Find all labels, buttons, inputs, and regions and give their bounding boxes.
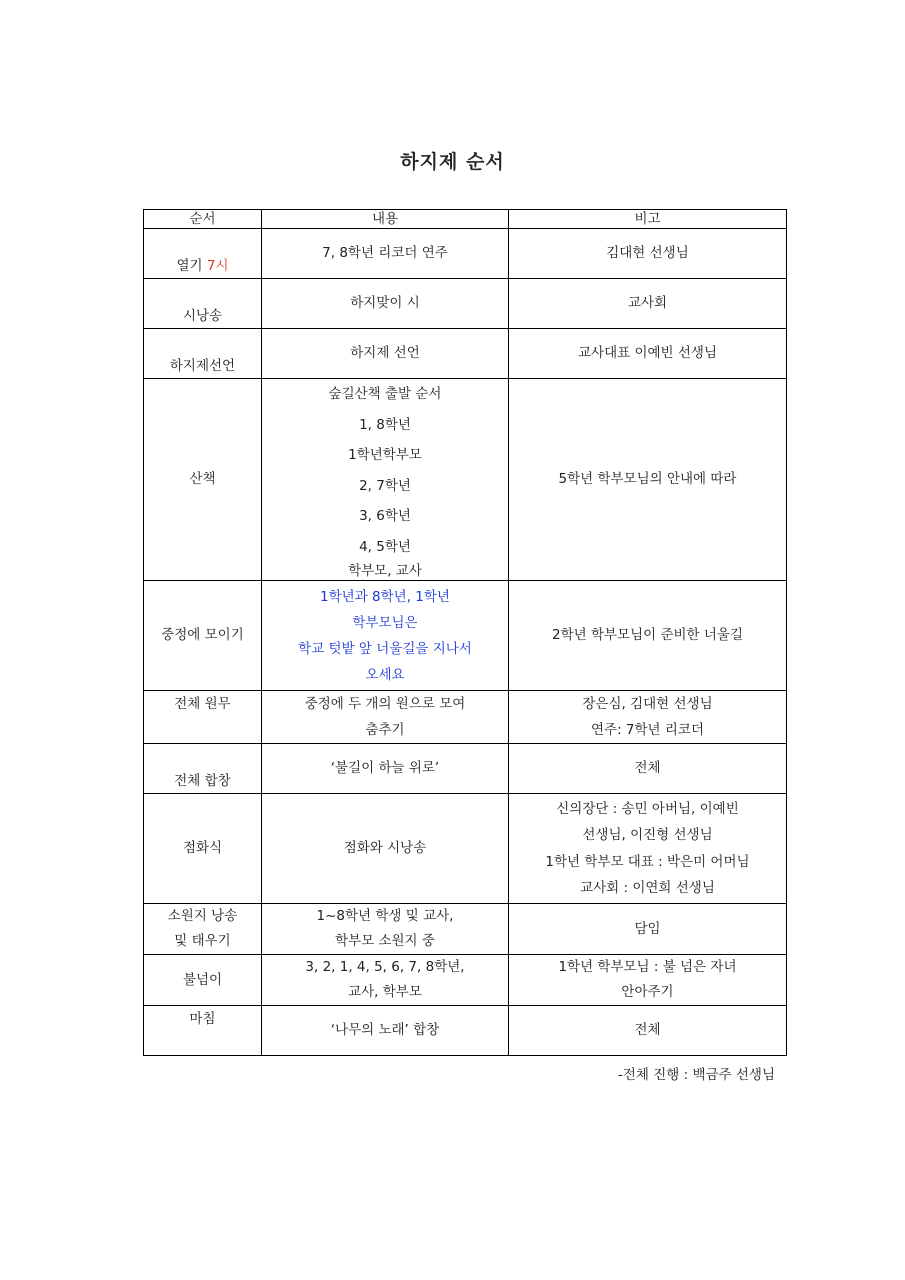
row-note — [509, 955, 787, 1006]
table-row — [144, 794, 787, 904]
note-line: 장은심, 김대현 선생님 — [582, 696, 713, 712]
table-row — [144, 329, 787, 379]
content-line: 학부모, 교사 — [348, 563, 422, 579]
note-line: 전체 — [634, 760, 661, 777]
row-item: 불넘이 — [144, 955, 262, 1006]
note-line: 1학년 학부모님 : 불 넘은 자녀 — [558, 959, 737, 975]
row-content — [262, 955, 509, 1006]
note-line: 전체 — [634, 1022, 661, 1039]
table-row — [144, 379, 787, 581]
note-line: 안아주기 — [621, 984, 674, 1000]
row-item — [144, 904, 262, 955]
table-row — [144, 904, 787, 955]
table-row — [144, 279, 787, 329]
note-line: 5학년 학부모님의 안내에 따라 — [558, 471, 737, 488]
table-header-row — [144, 210, 787, 229]
row-note — [509, 229, 787, 279]
row-content — [262, 794, 509, 904]
table-row — [144, 744, 787, 794]
row-note — [509, 691, 787, 744]
note-line: 김대현 선생님 — [606, 245, 689, 262]
row-note — [509, 279, 787, 329]
row-item: 하지제선언 — [144, 329, 262, 379]
note-line: 선생님, 이진형 선생님 — [582, 827, 713, 843]
table-row — [144, 691, 787, 744]
note-line: 교사회 — [627, 295, 668, 312]
content-line: 1학년과 8학년, 1학년 — [320, 588, 450, 605]
row-content — [262, 691, 509, 744]
note-line: 2학년 학부모님이 준비한 너울길 — [552, 627, 743, 644]
row-content — [262, 379, 509, 581]
row-note — [509, 1006, 787, 1056]
row-item — [144, 229, 262, 279]
note-line: 신의장단 : 송민 아버님, 이예빈 — [556, 800, 739, 817]
table-row — [144, 581, 787, 691]
row-content — [262, 744, 509, 794]
table-row — [144, 1006, 787, 1056]
header-content: 내용 — [262, 210, 509, 229]
content-line: 4, 5학년 — [359, 538, 411, 555]
row-item-label: 열기 — [176, 258, 203, 274]
row-note — [509, 904, 787, 955]
row-note — [509, 744, 787, 794]
row-item-line: 소원지 낭송 — [167, 908, 238, 924]
note-line: 담임 — [634, 920, 661, 937]
content-line: 3, 6학년 — [359, 508, 411, 524]
note-line: 연주: 7학년 리코더 — [590, 722, 704, 738]
row-note — [509, 329, 787, 379]
row-item: 마침 — [144, 1006, 262, 1056]
document-title: 하지제 순서 — [400, 151, 505, 173]
header-note: 비고 — [509, 210, 787, 229]
row-item: 산책 — [144, 379, 262, 581]
content-line: 중정에 두 개의 원으로 모여 — [304, 696, 466, 712]
content-line: 1, 8학년 — [359, 416, 411, 433]
row-content — [262, 1006, 509, 1056]
content-line: 점화와 시낭송 — [343, 840, 427, 857]
content-line: 학부모 소원지 중 — [335, 933, 435, 949]
header-order: 순서 — [144, 210, 262, 229]
content-line: 3, 2, 1, 4, 5, 6, 7, 8학년, — [305, 959, 465, 975]
content-line: 하지제 선언 — [350, 345, 420, 362]
row-item: 중정에 모이기 — [144, 581, 262, 691]
content-line: 7, 8학년 리코더 연주 — [322, 245, 448, 262]
content-line: 하지맞이 시 — [350, 295, 420, 312]
note-line: 1학년 학부모 대표 : 박은미 어머님 — [545, 853, 750, 870]
content-line: ‘불길이 하늘 위로’ — [330, 760, 440, 777]
content-line: 춤추기 — [365, 722, 405, 738]
row-content — [262, 329, 509, 379]
content-line: 학교 텃밭 앞 너울길을 지나서 — [298, 640, 472, 657]
row-item: 점화식 — [144, 794, 262, 904]
program-table — [143, 209, 787, 1056]
row-content — [262, 581, 509, 691]
content-line: 학부모님은 — [352, 614, 418, 631]
table-row — [144, 955, 787, 1006]
content-line: 1~8학년 학생 및 교사, — [316, 908, 454, 924]
row-item-time: 7시 — [206, 258, 229, 274]
content-line: 1학년학부모 — [348, 447, 422, 463]
row-item: 전체 합창 — [144, 744, 262, 794]
row-content — [262, 229, 509, 279]
content-line: 교사, 학부모 — [348, 984, 422, 1000]
content-line: 2, 7학년 — [359, 477, 411, 494]
footer-host: -전체 진행 : 백금주 선생님 — [618, 1067, 775, 1083]
content-line: ‘나무의 노래’ 합창 — [330, 1022, 440, 1039]
row-content — [262, 904, 509, 955]
content-line: 오세요 — [365, 666, 405, 683]
row-note — [509, 379, 787, 581]
row-note — [509, 581, 787, 691]
row-note — [509, 794, 787, 904]
row-content — [262, 279, 509, 329]
content-line: 숲길산책 출발 순서 — [328, 386, 442, 402]
table-row — [144, 229, 787, 279]
row-item-line: 및 태우기 — [174, 933, 231, 949]
row-item: 전체 원무 — [144, 691, 262, 744]
note-line: 교사대표 이예빈 선생님 — [578, 345, 717, 362]
row-item: 시낭송 — [144, 279, 262, 329]
note-line: 교사회 : 이연희 선생님 — [580, 880, 715, 896]
